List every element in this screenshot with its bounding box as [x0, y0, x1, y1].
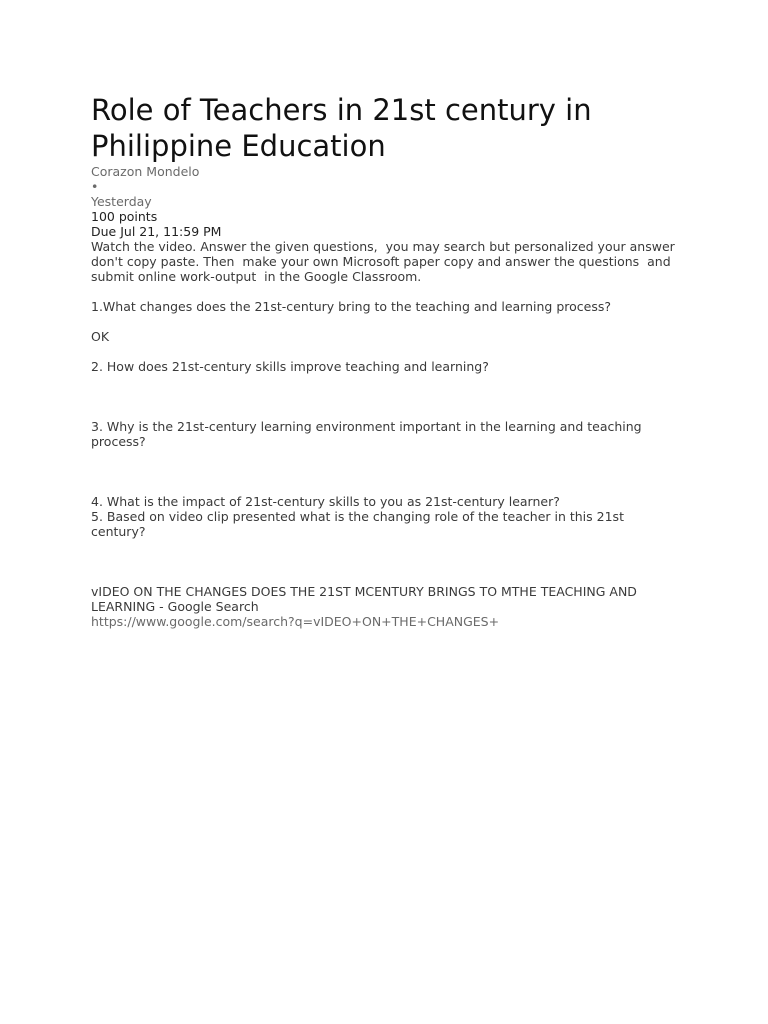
question-5: 5. Based on video clip presented what is the changing role of the teacher in this 21st century? — [91, 509, 628, 539]
instructions-text: Watch the video. Answer the given questions, you may search but personalized your answer don't copy paste. Then make your own Microsoft paper copy and answer the questions and submit online work-output in the Google Classroom. — [91, 239, 679, 284]
points-value: 100 points — [91, 209, 158, 224]
question-4: 4. What is the impact of 21st-century skills to you as 21st-century learner? — [91, 494, 560, 509]
author-name[interactable]: Corazon Mondelo — [91, 164, 200, 179]
question-3: 3. Why is the 21st-century learning environment important in the learning and teaching process? — [91, 419, 646, 449]
due-date: Due Jul 21, 11:59 PM — [91, 224, 222, 239]
meta-separator: • — [91, 179, 99, 194]
question-2: 2. How does 21st-century skills improve teaching and learning? — [91, 359, 489, 374]
attachment-link-title[interactable]: vIDEO ON THE CHANGES DOES THE 21ST MCENTURY BRINGS TO MTHE TEACHING AND LEARNING - Google Search — [91, 584, 637, 614]
answer-1: OK — [91, 329, 110, 344]
assignment-title: Role of Teachers in 21st century in Philippine Education — [91, 93, 592, 163]
assignment-page — [91, 92, 681, 629]
posted-date: Yesterday — [91, 194, 152, 209]
question-1: 1.What changes does the 21st-century bring to the teaching and learning process? — [91, 299, 611, 314]
attachment-link-url[interactable]: https://www.google.com/search?q=vIDEO+ON+THE+CHANGES+ — [91, 614, 500, 629]
